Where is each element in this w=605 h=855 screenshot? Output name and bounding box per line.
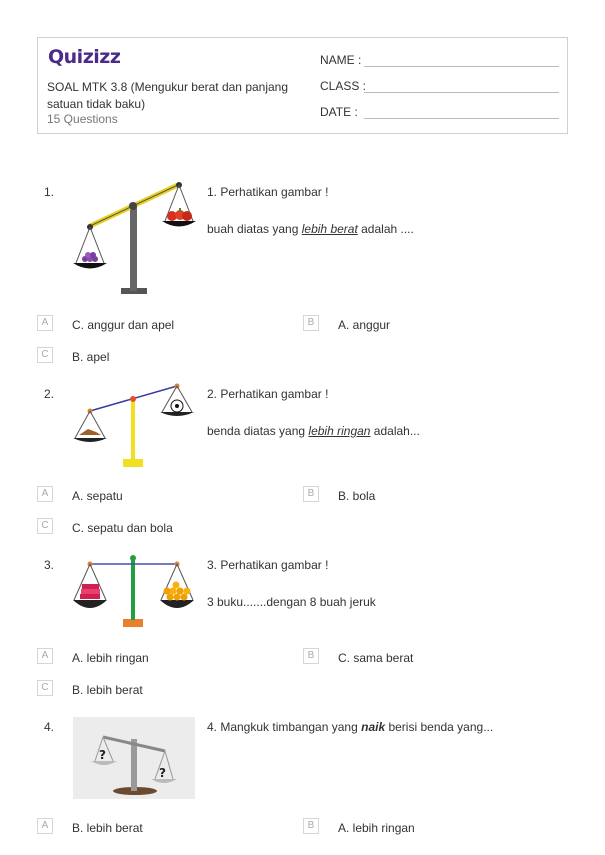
name-label: NAME : [320,53,362,67]
question-2-text-pre: benda diatas yang [207,424,309,438]
option-letter: B [303,315,319,331]
option-letter: A [37,818,53,834]
question-4-image [73,717,195,799]
option-letter: A [37,315,53,331]
option-letter: B [303,486,319,502]
question-mark-right: ? [159,766,166,780]
question-1-text-post: adalah .... [357,222,414,236]
question-4-text-pre: 4. Mangkuk timbangan yang [207,720,362,734]
option-letter: B [303,818,319,834]
question-1-prompt: 1. Perhatikan gambar ! [207,185,329,199]
option-text: A. sepatu [72,489,123,503]
question-2-image [70,380,200,470]
question-2-number: 2. [44,387,55,401]
date-field[interactable] [320,105,358,119]
option-text: B. lebih berat [72,683,143,697]
question-2-prompt: 2. Perhatikan gambar ! [207,387,329,401]
question-3-statement: 3 buku.......dengan 8 buah jeruk [207,595,376,609]
option-text: A. lebih ringan [338,821,415,835]
question-4-text-post: berisi benda yang... [385,720,494,734]
worksheet-header [37,37,568,134]
option-letter: C [37,518,53,534]
question-2-emphasis: lebih ringan [308,424,371,438]
date-label: DATE : [320,105,358,119]
question-2-text-post: adalah... [370,424,420,438]
question-3-prompt: 3. Perhatikan gambar ! [207,558,329,572]
option-text: B. apel [72,350,110,364]
class-label: CLASS : [320,79,367,93]
option-text: C. sama berat [338,651,414,665]
option-text: B. bola [338,489,376,503]
question-4-emphasis: naik [361,720,386,734]
option-letter: A [37,648,53,664]
question-mark-left: ? [99,748,106,762]
question-1-number: 1. [44,185,55,199]
class-line [364,92,559,93]
question-1-statement [207,222,414,236]
name-field[interactable] [320,53,361,67]
date-line [364,118,559,119]
option-letter: C [37,680,53,696]
option-letter: B [303,648,319,664]
quiz-title: SOAL MTK 3.8 (Mengukur berat dan panjang satuan tidak baku) [47,80,289,111]
option-text: B. lebih berat [72,821,143,835]
option-text: A. lebih ringan [72,651,149,665]
quizizz-logo: Quizizz [48,46,121,68]
option-text: A. anggur [338,318,391,332]
question-2-statement [207,424,420,438]
question-3-number: 3. [44,558,55,572]
name-line [364,66,559,67]
question-1-image [70,178,200,298]
question-1-emphasis: lebih berat [301,222,358,236]
option-letter: A [37,486,53,502]
question-1-text-pre: buah diatas yang [207,222,302,236]
question-3-image [70,552,200,632]
class-field[interactable] [320,79,366,93]
question-count: 15 Questions [47,112,118,126]
option-text: C. sepatu dan bola [72,521,173,535]
option-letter: C [37,347,53,363]
question-4-prompt [207,720,493,734]
option-text: C. anggur dan apel [72,318,175,332]
question-4-number: 4. [44,720,55,734]
